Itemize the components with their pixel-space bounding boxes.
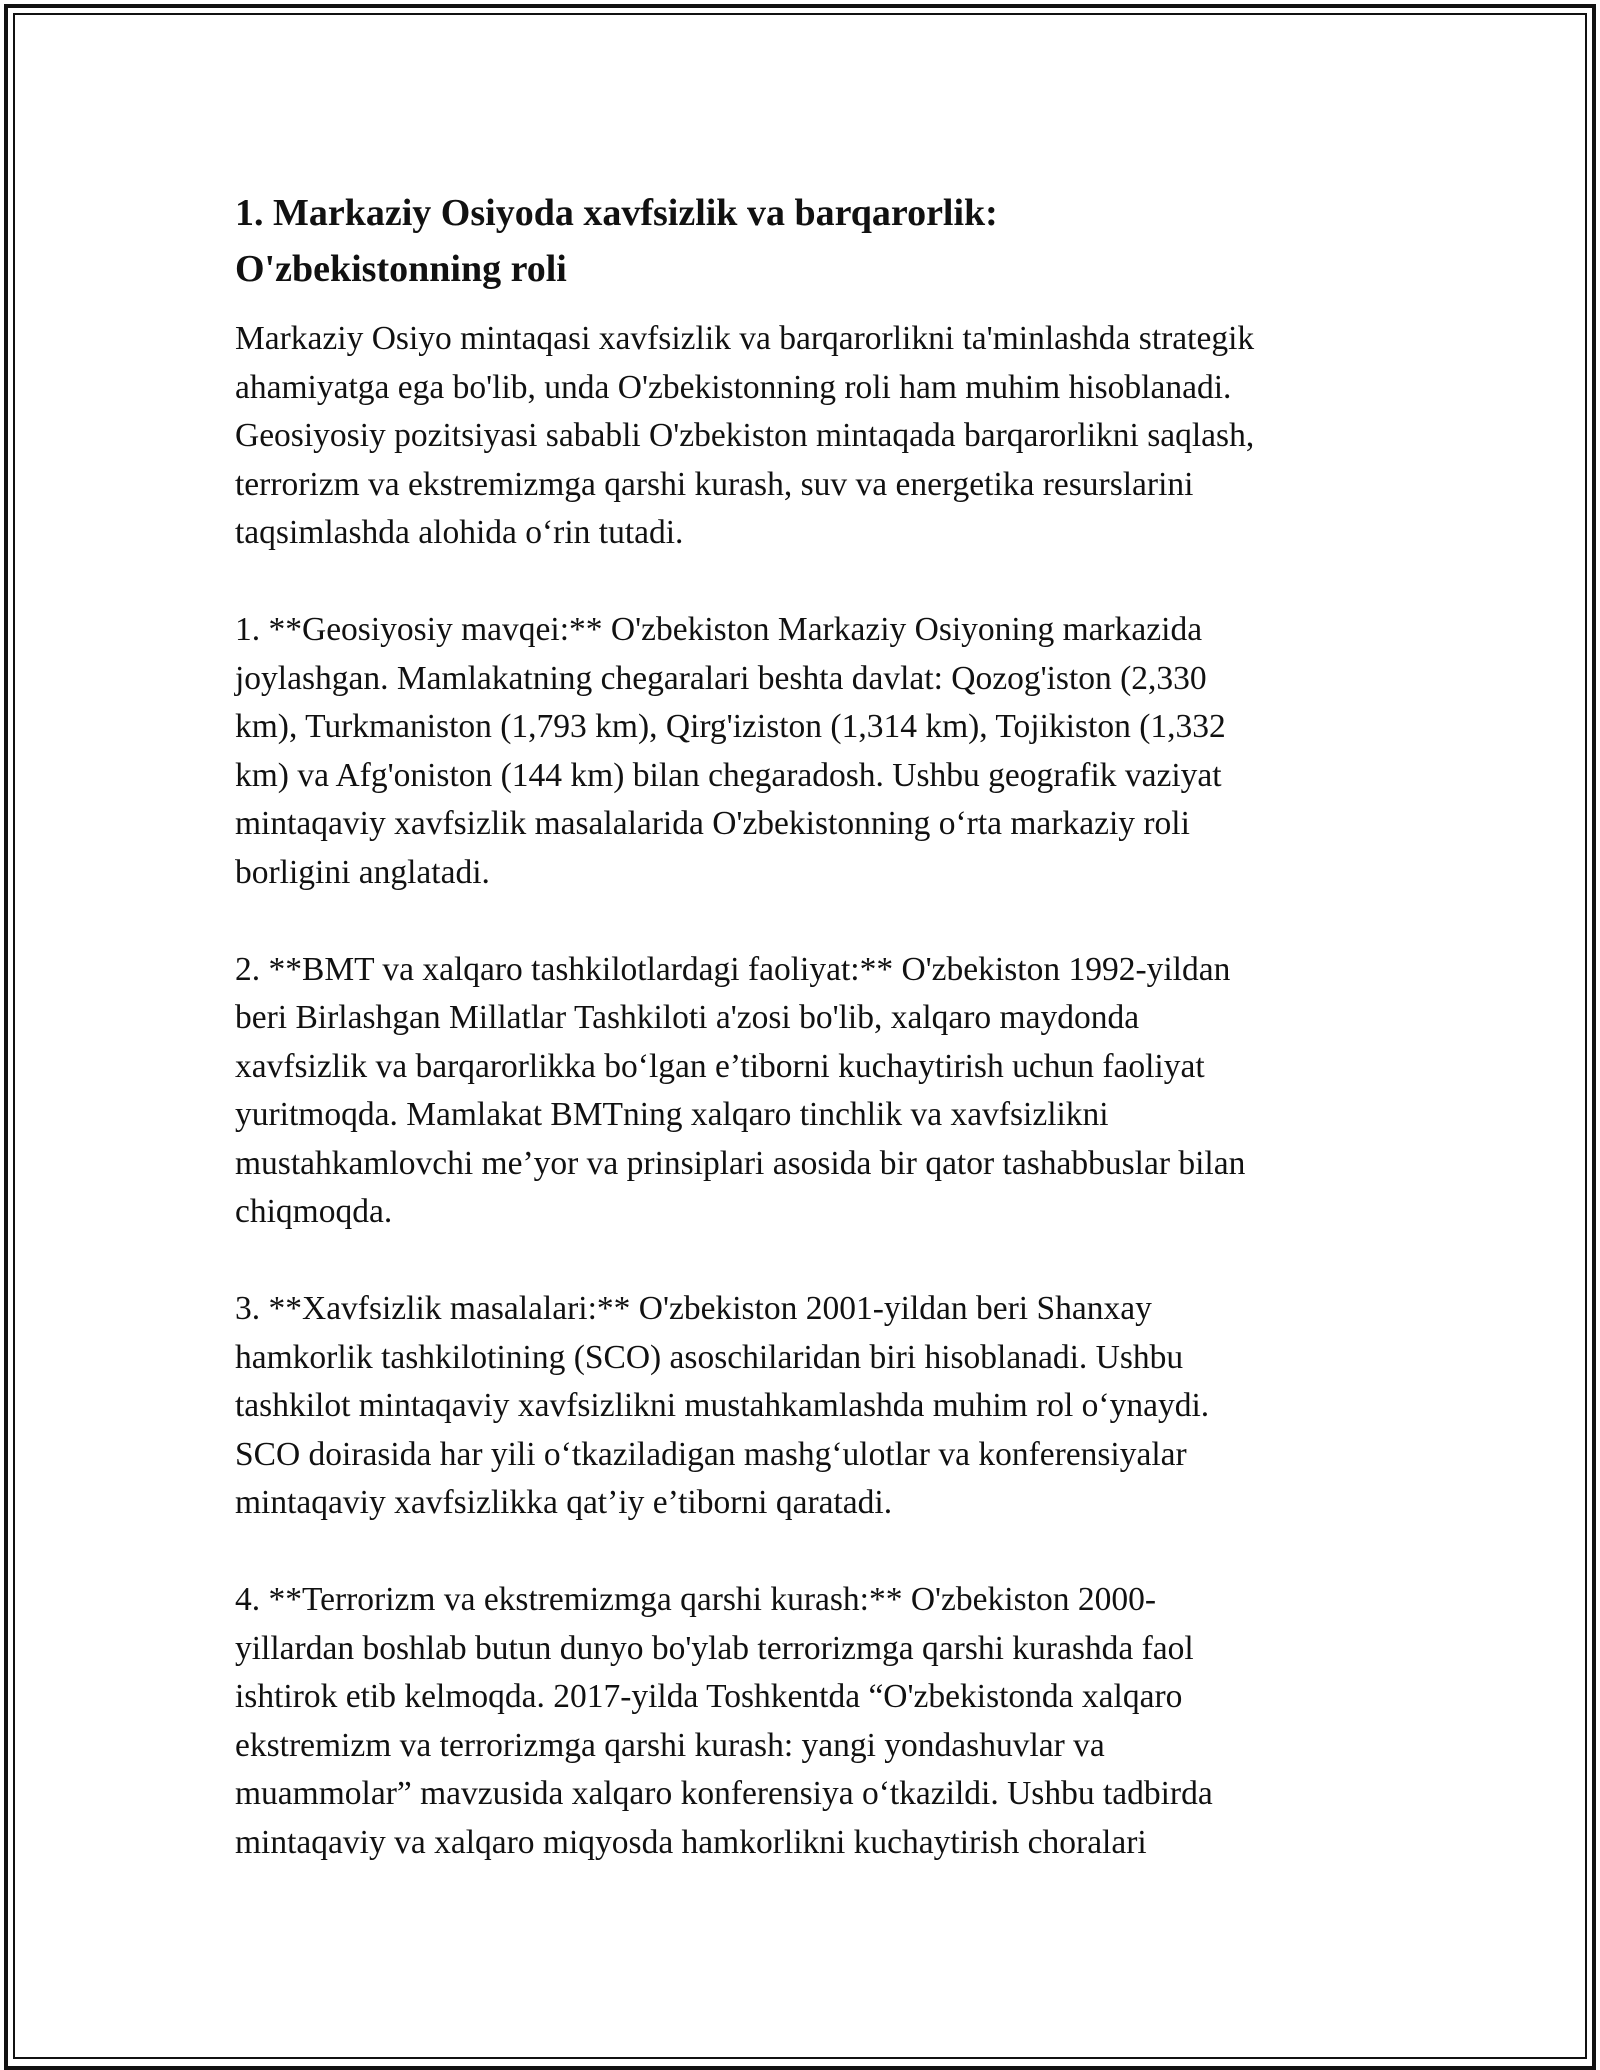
paragraph-counter-terrorism: 4. **Terrorizm va ekstremizmga qarshi kurash:** O'zbekiston 2000- yillardan boshlab butun dunyo bo'ylab terrorizmga qarshi kurashda faol ishtirok etib kelmoqda. 2017-yilda Toshkentda “O'zbekistonda xalqaro ekstremizm va terrorizmga qarshi kurash: yangi yondashuvlar va muammolar” mavzusida xalqaro konferensiya o‘tkazildi. Ushbu tadbirda mintaqaviy va xalqaro miqyosda hamkorlikni kuchaytirish choralari: [235, 1581, 1213, 1861]
paragraph-security-issues: 3. **Xavfsizlik masalalari:** O'zbekiston 2001-yildan beri Shanxay hamkorlik tashkilotining (SCO) asoschilaridan biri hisoblanadi. Ushbu tashkilot mintaqaviy xavfsizlikni mustahkamlashda muhim rol o‘ynaydi. SCO doirasida har yili o‘tkaziladigan mashg‘ulotlar va konferensiyalar mintaqaviy xavfsizlikka qat’iy e’tiborni qaratadi.: [235, 1290, 1210, 1521]
paragraph-un-activity: 2. **BMT va xalqaro tashkilotlardagi faoliyat:** O'zbekiston 1992-yildan beri Birlashgan Millatlar Tashkiloti a'zosi bo'lib, xalqaro maydonda xavfsizlik va barqarorlikka bo‘lgan e’tiborni kuchaytirish uchun faoliyat yuritmoqda. Mamlakat BMTning xalqaro tinchlik va xavfsizlikni mustahkamlovchi me’yor va prinsiplari asosida bir qator tashabbuslar bilan chiqmoqda.: [235, 950, 1246, 1230]
paragraph-geopolitical-position: 1. **Geosiyosiy mavqei:** O'zbekiston Markaziy Osiyoning markazida joylashgan. Mamlakatning chegaralari beshta davlat: Qozog'iston (2,330 km), Turkmaniston (1,793 km), Qirg'iziston (1,314 km), Tojikiston (1,332 km) va Afg'oniston (144 km) bilan chegaradosh. Ushbu geografik vaziyat mintaqaviy xavfsizlik masalalarida O'zbekistonning o‘rta markaziy roli borligini anglatadi.: [235, 611, 1226, 891]
document-title: 1. Markaziy Osiyoda xavfsizlik va barqarorlik: O'zbekistonning roli: [235, 192, 998, 290]
intro-paragraph: Markaziy Osiyo mintaqasi xavfsizlik va barqarorlikni ta'minlashda strategik ahamiyatga ega bo'lib, unda O'zbekistonning roli ham muhim hisoblanadi. Geosiyosiy pozitsiyasi sababli O'zbekiston mintaqada barqarorlikni saqlash, terrorizm va ekstremizmga qarshi kurash, suv va energetika resurslarini taqsimlashda alohida o‘rin tutadi.: [235, 320, 1255, 551]
document-body: [235, 185, 1365, 1916]
